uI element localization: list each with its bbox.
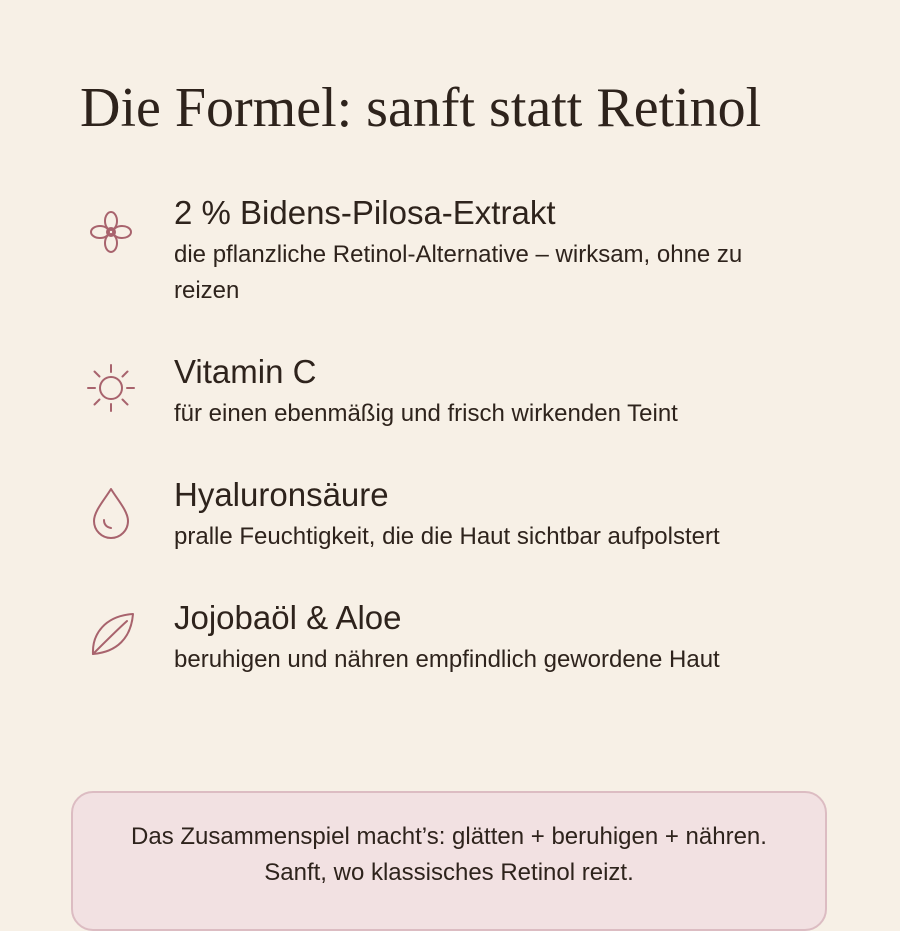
leaf-icon bbox=[83, 606, 139, 662]
ingredient-title: Hyaluronsäure bbox=[174, 476, 389, 513]
summary-line-1: Das Zusammenspiel macht’s: glätten + beruhigen + nähren. bbox=[131, 823, 767, 850]
ingredient-description: beruhigen und nähren empfindlich gewordene Haut bbox=[174, 646, 720, 673]
page-title: Die Formel: sanft statt Retinol bbox=[80, 77, 762, 139]
droplet-icon bbox=[83, 485, 139, 541]
ingredient-title: Vitamin C bbox=[174, 353, 317, 390]
summary-note bbox=[71, 791, 827, 931]
sun-icon bbox=[83, 360, 139, 416]
ingredient-title: 2 % Bidens-Pilosa-Extrakt bbox=[174, 194, 556, 231]
ingredient-title: Jojobaöl & Aloe bbox=[174, 599, 402, 636]
ingredient-description: für einen ebenmäßig und frisch wirkenden Teint bbox=[174, 400, 678, 427]
flower-icon bbox=[83, 202, 139, 258]
summary-line-2: Sanft, wo klassisches Retinol reizt. bbox=[264, 859, 634, 886]
ingredient-description: pralle Feuchtigkeit, die die Haut sichtbar aufpolstert bbox=[174, 523, 720, 550]
ingredient-description: die pflanzliche Retinol-Alternative – wirksam, ohne zu reizen bbox=[174, 241, 743, 304]
